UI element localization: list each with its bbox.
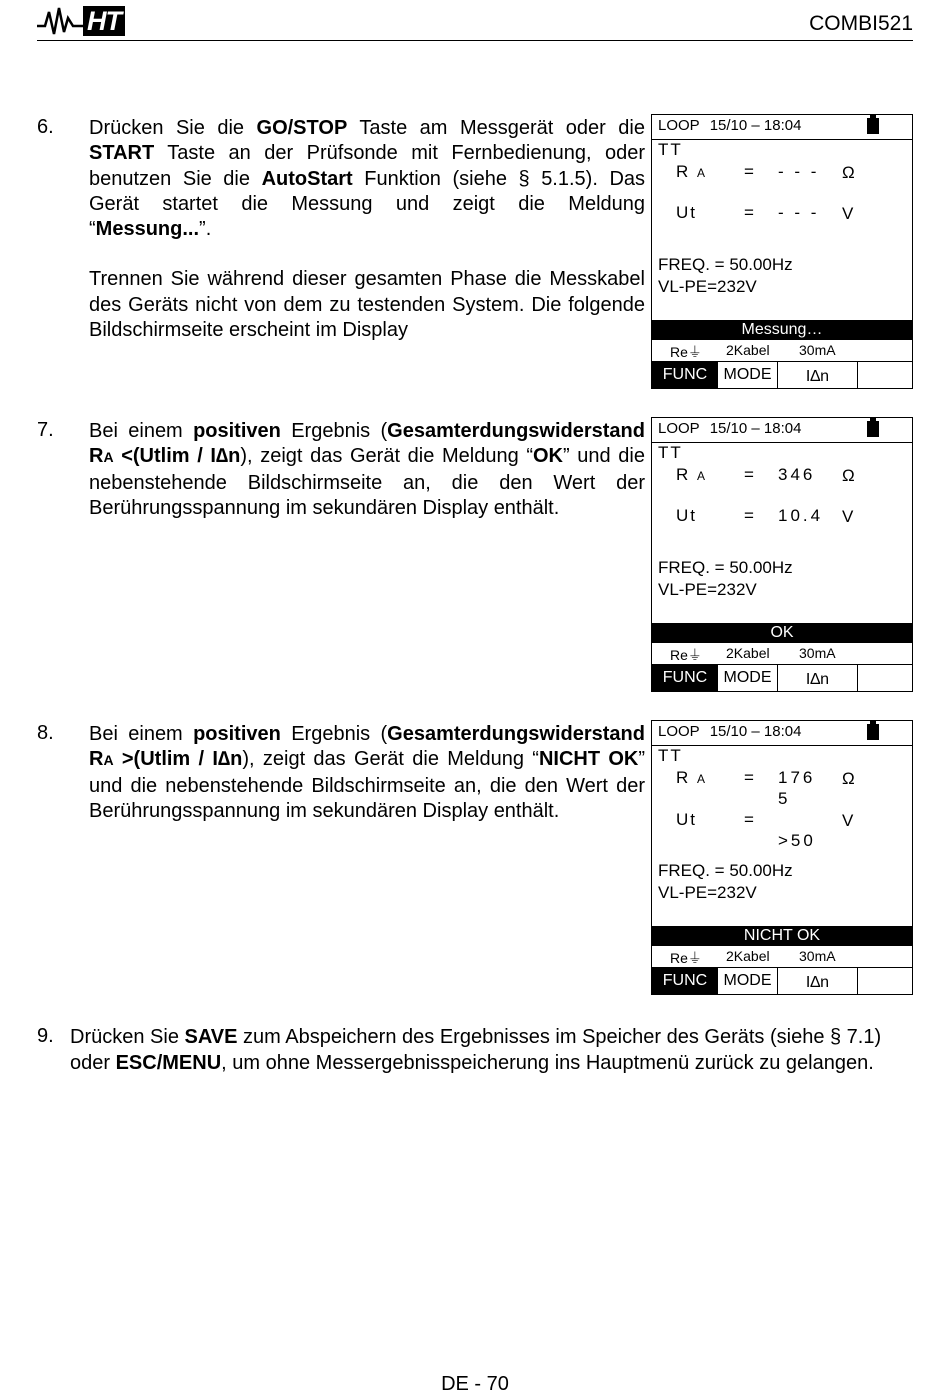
parameter-row — [652, 946, 912, 967]
func-softkey[interactable]: FUNC — [652, 362, 718, 389]
frequency-readout: FREQ. = 50.00Hz — [658, 255, 793, 274]
softkey-row — [652, 361, 912, 389]
battery-icon — [867, 421, 879, 437]
ut-label: Ut — [676, 506, 697, 525]
divider — [652, 745, 912, 746]
step-8-text — [89, 722, 645, 824]
battery-icon — [867, 118, 879, 134]
ra-value-wrap: 5 — [778, 789, 791, 808]
ohm-unit: Ω — [842, 466, 855, 485]
screen-date: 15/10 – 18:04 — [709, 420, 802, 437]
ut-label: Ut — [676, 203, 697, 222]
current-rating: 30mA — [799, 342, 836, 358]
display-screen-measuring — [651, 114, 913, 389]
divider — [652, 442, 912, 443]
header-rule — [37, 40, 913, 41]
system-type: TT — [658, 140, 683, 159]
status-message: OK — [652, 623, 912, 643]
ut-value: >50 — [778, 831, 816, 850]
earth-resistance-label: Re⏚ — [670, 950, 702, 966]
mode-softkey[interactable]: MODE — [718, 665, 778, 692]
softkey-row — [652, 967, 912, 995]
current-rating: 30mA — [799, 645, 836, 661]
idn-softkey[interactable]: I∆n — [778, 968, 858, 995]
cable-mode: 2Kabel — [726, 948, 770, 964]
step-number: 6. — [37, 116, 54, 138]
step-6-paragraph-2: Trennen Sie während dieser gesamten Phase die Messkabel des Geräts nicht von dem zu testenden System. Die folgende Bildschirmseite erscheint im Display — [89, 268, 645, 342]
ut-label: Ut — [676, 810, 697, 829]
idn-softkey[interactable]: I∆n — [778, 665, 858, 692]
ht-logo-wave-icon — [37, 4, 83, 36]
softkey-row — [652, 664, 912, 692]
display-screen-not-ok — [651, 720, 913, 995]
ra-label: R A — [676, 162, 706, 181]
voltage-readout: VL-PE=232V — [658, 277, 757, 296]
step-6-text — [89, 116, 645, 343]
equals-sign: = — [744, 506, 754, 525]
ra-value: - - - — [778, 162, 820, 181]
idn-softkey[interactable]: I∆n — [778, 362, 858, 389]
logo-text: HT — [83, 6, 125, 36]
step-6-paragraph-1: Drücken Sie die GO/STOP Taste am Messgerät oder die START Taste an der Prüfsonde mit Fernbedienung, oder benutzen Sie die AutoStart Funktion (siehe § 5.1.5). Das Gerät startet die Messung und zeigt die Meldung “Messung...”. — [89, 117, 646, 241]
parameter-row — [652, 340, 912, 361]
cable-mode: 2Kabel — [726, 645, 770, 661]
mode-softkey[interactable]: MODE — [718, 362, 778, 389]
battery-icon — [867, 724, 879, 740]
volt-unit: V — [842, 507, 854, 526]
screen-mode: LOOP — [658, 117, 700, 134]
screen-date: 15/10 – 18:04 — [709, 723, 802, 740]
step-number: 8. — [37, 722, 54, 744]
step-8-paragraph: Bei einem positiven Ergebnis (Gesamterdungswiderstand RA >(Utlim / I∆n), zeigt das Gerät die Meldung “NICHT OK” und die nebenstehende Bildschirmseite an, die den Wert der Berührungsspannung im sekundären Display enthält. — [89, 723, 646, 822]
ohm-unit: Ω — [842, 163, 855, 182]
frequency-readout: FREQ. = 50.00Hz — [658, 558, 793, 577]
ut-value: 10.4 — [778, 506, 824, 525]
step-number: 9. — [37, 1025, 54, 1047]
equals-sign: = — [744, 768, 754, 787]
earth-resistance-label: Re⏚ — [670, 344, 702, 360]
screen-mode: LOOP — [658, 723, 700, 740]
func-softkey[interactable]: FUNC — [652, 665, 718, 692]
step-9-paragraph: Drücken Sie SAVE zum Abspeichern des Ergebnisses im Speicher des Geräts (siehe § 7.1) oder ESC/MENU, um ohne Messergebnisspeicherung ins Hauptmenü zurück zu gelangen. — [70, 1026, 882, 1074]
ra-label: R A — [676, 465, 706, 484]
system-type: TT — [658, 746, 683, 765]
step-7-text — [89, 419, 645, 521]
volt-unit: V — [842, 811, 854, 830]
volt-unit: V — [842, 204, 854, 223]
step-number: 7. — [37, 419, 54, 441]
cable-mode: 2Kabel — [726, 342, 770, 358]
voltage-readout: VL-PE=232V — [658, 883, 757, 902]
status-message: Messung… — [652, 320, 912, 340]
step-7-paragraph: Bei einem positiven Ergebnis (Gesamterdungswiderstand RA <(Utlim / I∆n), zeigt das Gerät die Meldung “OK” und die nebenstehende Bildschirmseite an, die den Wert der Berührungsspannung im sekundären Display enthält. — [89, 420, 645, 519]
page-number: DE - 70 — [441, 1373, 509, 1395]
status-message: NICHT OK — [652, 926, 912, 946]
system-type: TT — [658, 443, 683, 462]
display-screen-ok — [651, 417, 913, 692]
ra-value: 176 — [778, 768, 816, 787]
mode-softkey[interactable]: MODE — [718, 968, 778, 995]
model-name: COMBI521 — [809, 12, 913, 35]
func-softkey[interactable]: FUNC — [652, 968, 718, 995]
frequency-readout: FREQ. = 50.00Hz — [658, 861, 793, 880]
screen-date: 15/10 – 18:04 — [709, 117, 802, 134]
equals-sign: = — [744, 465, 754, 484]
divider — [652, 139, 912, 140]
parameter-row — [652, 643, 912, 664]
equals-sign: = — [744, 162, 754, 181]
step-9-text — [70, 1025, 913, 1076]
screen-mode: LOOP — [658, 420, 700, 437]
ht-logo — [37, 4, 132, 36]
ohm-unit: Ω — [842, 769, 855, 788]
current-rating: 30mA — [799, 948, 836, 964]
equals-sign: = — [744, 810, 754, 829]
ra-value: 346 — [778, 465, 816, 484]
ut-value: - - - — [778, 203, 820, 222]
equals-sign: = — [744, 203, 754, 222]
ra-label: R A — [676, 768, 706, 787]
voltage-readout: VL-PE=232V — [658, 580, 757, 599]
earth-resistance-label: Re⏚ — [670, 647, 702, 663]
